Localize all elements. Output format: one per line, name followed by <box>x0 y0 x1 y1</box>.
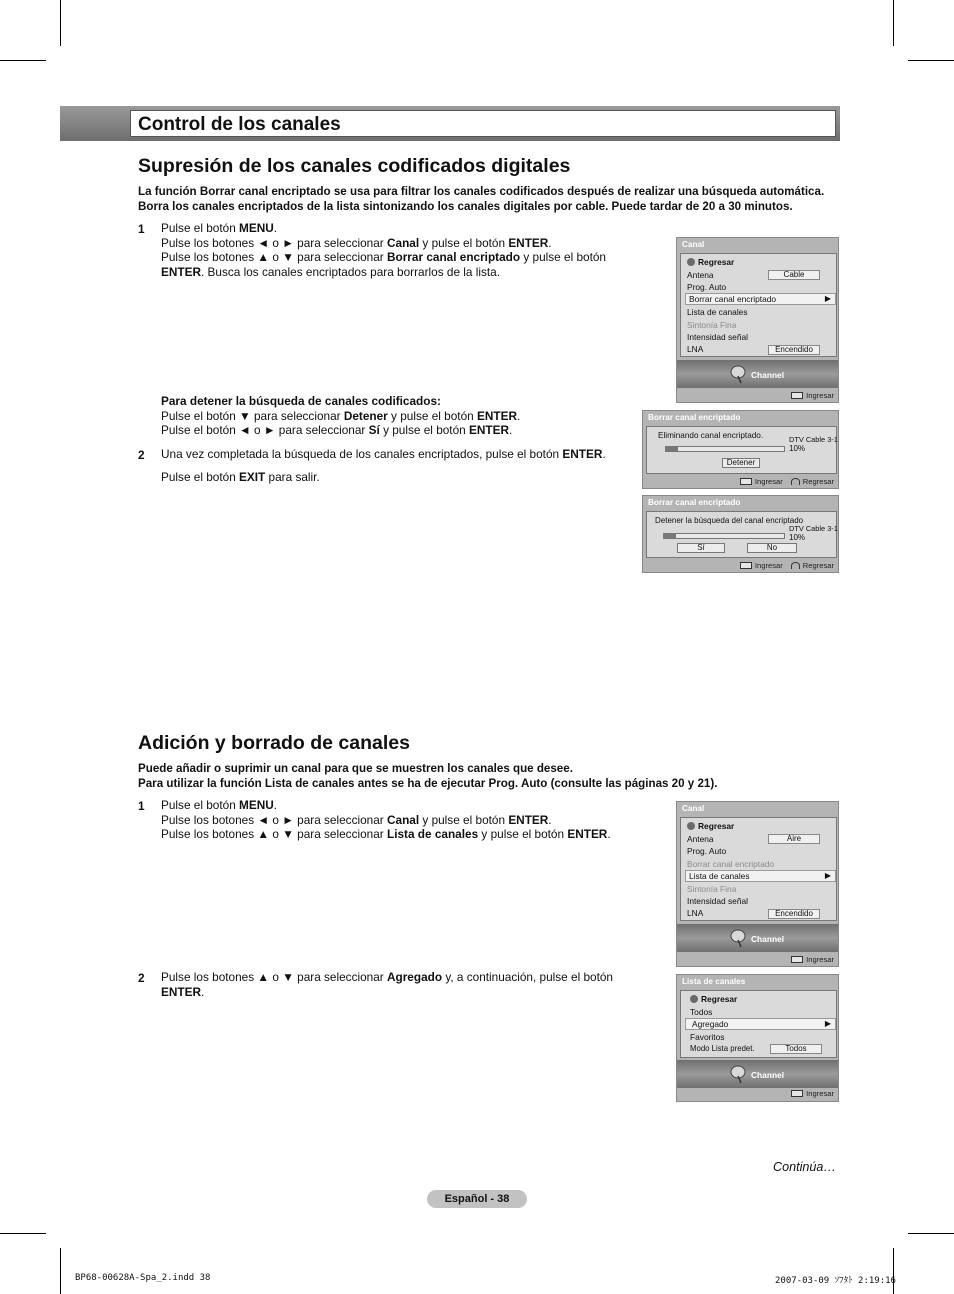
channel-info: DTV Cable 3-1 <box>789 435 838 444</box>
enter-key-icon <box>791 1090 803 1097</box>
intro-line: Para utilizar la función Lista de canales antes se ha de ejecutar Prog. Auto (consulte las páginas 20 y 21). <box>138 776 718 790</box>
menu-item-lna[interactable]: LNA <box>687 908 704 918</box>
menu-return-item[interactable]: Regresar <box>690 994 737 1004</box>
stop-instructions: Para detener la búsqueda de canales codificados: Pulse el botón ▼ para seleccionar Detener y pulse el botón ENTER. Pulse el botón ◄ o ► para seleccionar Sí y pulse el botón ENTER. <box>161 394 521 438</box>
footer-hint: Ingresar Regresar <box>740 561 834 570</box>
step-instructions: Pulse los botones ▲ o ▼ para seleccionar Agregado y, a continuación, pulse el botón ENTER. <box>161 970 613 999</box>
channel-info: DTV Cable 3-1 <box>789 524 838 533</box>
channel-label: Channel <box>751 934 785 944</box>
antena-value: Cable <box>768 270 820 280</box>
crop-mark <box>908 60 954 61</box>
enter-key-icon <box>740 562 752 569</box>
dialog-body <box>646 511 837 558</box>
no-button[interactable]: No <box>747 543 797 553</box>
menu-item-borrar-canal-encriptado[interactable]: Borrar canal encriptado ▶ <box>685 293 836 305</box>
progress-percent: 10% <box>789 533 806 542</box>
menu-list <box>680 253 837 357</box>
stop-confirm-dialog <box>642 495 839 573</box>
menu-item-antena[interactable]: Antena <box>687 270 714 280</box>
crop-mark <box>0 1233 46 1234</box>
step-number: 1 <box>138 222 145 236</box>
section-title: Adición y borrado de canales <box>138 732 410 754</box>
lna-value: Encendido <box>768 345 820 355</box>
menu-item-prog-auto[interactable]: Prog. Auto <box>687 282 727 292</box>
lna-value: Encendido <box>768 909 820 919</box>
step-instructions: Una vez completada la búsqueda de los canales encriptados, pulse el botón ENTER. Pulse el botón EXIT para salir. <box>161 447 606 484</box>
satellite-dish-icon <box>729 1064 747 1084</box>
file-slug: BP68-00628A-Spa_2.indd 38 <box>75 1273 211 1283</box>
footer-hint: Ingresar <box>791 1089 834 1098</box>
yes-button[interactable]: Sí <box>677 543 725 553</box>
continues-note: Continúa… <box>773 1160 837 1174</box>
enter-key-icon <box>791 956 803 963</box>
progress-bar <box>665 446 785 452</box>
menu-item-favoritos[interactable]: Favoritos <box>690 1032 725 1042</box>
crop-mark <box>893 0 894 46</box>
dialog-title: Borrar canal encriptado <box>648 413 741 422</box>
menu-item-prog-auto[interactable]: Prog. Auto <box>687 846 727 856</box>
step-number: 2 <box>138 448 145 462</box>
crop-mark <box>908 1233 954 1234</box>
arrow-right-icon: ▶ <box>824 871 831 880</box>
menu-item-lista-de-canales[interactable]: Lista de canales ▶ <box>685 870 836 882</box>
channel-label: Channel <box>751 370 785 380</box>
arrow-right-icon: ▶ <box>824 1019 831 1028</box>
menu-item-sintonia-fina: Sintonía Fina <box>687 320 737 330</box>
return-icon <box>687 822 695 830</box>
menu-item-sintonia-fina: Sintonía Fina <box>687 884 737 894</box>
satellite-dish-icon <box>729 364 747 384</box>
step-instructions: Pulse el botón MENU. Pulse los botones ◄ o ► para seleccionar Canal y pulse el botón ENTER. Pulse los botones ▲ o ▼ para seleccionar Borrar canal encriptado y pulse el botón ENTER. Busca los canales encriptados para borrarlos de la lista. <box>161 221 606 280</box>
menu-return-item[interactable]: Regresar <box>687 821 734 831</box>
section-title: Supresión de los canales codificados digitales <box>138 155 571 177</box>
intro-line: Puede añadir o suprimir un canal para que se muestren los canales que desee. <box>138 762 573 775</box>
chapter-header <box>60 106 840 141</box>
menu-item-intensidad-senal[interactable]: Intensidad señal <box>687 896 748 906</box>
dialog-message: Detener la búsqueda del canal encriptado <box>655 516 804 525</box>
menu-item-antena[interactable]: Antena <box>687 834 714 844</box>
return-icon <box>690 995 698 1003</box>
return-arrow-icon <box>791 562 800 569</box>
scan-progress-dialog <box>642 410 839 489</box>
enter-key-icon <box>740 478 752 485</box>
channel-band <box>677 1060 838 1088</box>
dialog-title: Borrar canal encriptado <box>648 498 741 507</box>
enter-key-icon <box>791 392 803 399</box>
section-intro <box>138 185 838 214</box>
menu-title: Canal <box>682 240 705 249</box>
return-arrow-icon <box>791 478 800 485</box>
menu-title: Canal <box>682 804 705 813</box>
menu-return-item[interactable]: Regresar <box>687 257 734 267</box>
menu-item-lna[interactable]: LNA <box>687 344 704 354</box>
channel-band <box>677 924 838 952</box>
arrow-right-icon: ▶ <box>824 294 831 303</box>
progress-fill <box>666 447 678 451</box>
intro-line: La función Borrar canal encriptado se usa para filtrar los canales codificados después de realizar una búsqueda automática. <box>138 185 825 198</box>
channel-list-menu-screen <box>676 974 839 1102</box>
page-number: Español - 38 <box>427 1190 527 1208</box>
crop-mark <box>60 1248 61 1294</box>
menu-item-agregado[interactable]: Agregado ▶ <box>685 1018 836 1030</box>
menu-list <box>680 990 837 1058</box>
crop-mark <box>60 0 61 46</box>
antena-value: Aire <box>768 834 820 844</box>
footer-hint: Ingresar <box>791 955 834 964</box>
footer-hint: Ingresar <box>791 391 834 400</box>
mode-value: Todos <box>770 1044 822 1054</box>
progress-fill <box>664 534 676 538</box>
menu-item-borrar-canal-encriptado: Borrar canal encriptado <box>687 859 775 869</box>
progress-bar <box>663 533 785 539</box>
channel-label: Channel <box>751 1070 785 1080</box>
menu-list <box>680 817 837 921</box>
step-number: 2 <box>138 971 145 985</box>
channel-menu-screen <box>676 801 839 967</box>
intro-line: Borra los canales encriptados de la lista sintonizando los canales digitales por cable. Puede tardar de 20 a 30 minutos. <box>138 199 793 213</box>
stop-button[interactable]: Detener <box>722 458 760 468</box>
chapter-title: Control de los canales <box>138 114 341 135</box>
channel-band <box>677 360 838 388</box>
return-icon <box>687 258 695 266</box>
progress-percent: 10% <box>789 444 806 453</box>
menu-item-modo-lista-predet[interactable]: Modo Lista predet. <box>690 1044 755 1053</box>
footer-hint: Ingresar Regresar <box>740 477 834 486</box>
menu-item-todos[interactable]: Todos <box>690 1007 713 1017</box>
section-intro <box>138 762 838 791</box>
channel-menu-screen <box>676 237 839 403</box>
date-slug: 2007-03-09 ｿﾌﾀﾄ 2:19:16 <box>775 1276 896 1286</box>
crop-mark <box>0 60 46 61</box>
crop-mark <box>893 1248 894 1294</box>
dialog-body <box>646 426 837 474</box>
dialog-message: Eliminando canal encriptado. <box>658 431 764 440</box>
step-instructions: Pulse el botón MENU. Pulse los botones ◄ o ► para seleccionar Canal y pulse el botón ENTER. Pulse los botones ▲ o ▼ para seleccionar Lista de canales y pulse el botón ENTER. <box>161 798 611 842</box>
step-number: 1 <box>138 799 145 813</box>
menu-title: Lista de canales <box>682 977 746 986</box>
menu-item-lista-de-canales[interactable]: Lista de canales <box>687 307 748 317</box>
menu-item-intensidad-senal[interactable]: Intensidad señal <box>687 332 748 342</box>
satellite-dish-icon <box>729 928 747 948</box>
chapter-header-box <box>130 110 836 137</box>
